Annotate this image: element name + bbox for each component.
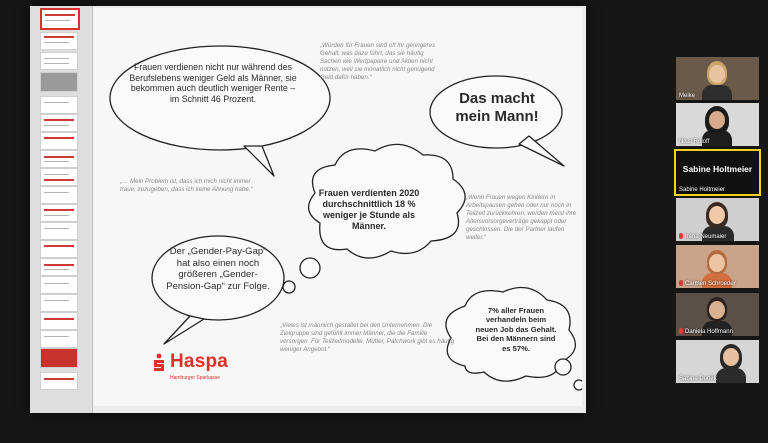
slide-thumbnail[interactable] xyxy=(40,330,78,348)
haspa-logo-text: Haspa xyxy=(170,351,229,372)
participant-tile-daniela-hoffmann[interactable] xyxy=(676,293,759,336)
participant-name: Meike xyxy=(679,93,696,99)
quote-securities: „Würden für Frauen sind oft ihr geringeres Gehalt, was dazu führt, das sie häufig Sachen wie Wertpapiere und Aktien nicht nutzen, weil sie monatlich nicht genügend Geld dafür haben.“ xyxy=(320,42,436,82)
quote-male-design: „Vieles ist männlich gestaltet bei den Unternehmen. Die Zielgruppe sind gefühlt immer Männer, die die Familie versorgen. Für Teilzeitmodelle, Mütter, Patchwork gibt es häufig weniger Angebot.“ xyxy=(280,322,455,354)
presentation-slide xyxy=(94,8,582,406)
slide-thumbnail[interactable] xyxy=(40,276,78,294)
slide-thumbnail[interactable] xyxy=(40,222,78,240)
slide-thumbnail[interactable] xyxy=(40,132,78,150)
slide-thumbnail[interactable] xyxy=(40,114,78,132)
participant-name: Sabine Holtmeier xyxy=(679,187,726,193)
slide-thumbnail[interactable] xyxy=(40,32,78,50)
participant-tile-sabine-holtmeier[interactable] xyxy=(676,151,759,194)
slide-thumbnail[interactable] xyxy=(40,150,78,168)
participant-name: Carmen Schroeder xyxy=(685,281,736,287)
slide-thumbnail[interactable] xyxy=(40,96,78,114)
bubble-husband: Das macht mein Mann! xyxy=(455,90,539,125)
muted-mic-icon xyxy=(679,280,683,286)
participant-tile-irena-neumaier[interactable] xyxy=(676,198,759,241)
haspa-logo-subtitle: Hamburger Sparkasse xyxy=(170,375,221,381)
slide-thumbnail[interactable] xyxy=(40,294,78,312)
slide-thumbnail[interactable] xyxy=(40,168,78,186)
slide-thumbnail[interactable] xyxy=(40,186,78,204)
participant-name: Irena Neumaier xyxy=(685,234,727,240)
participant-name: Sabine Dudek xyxy=(679,376,717,382)
slide-thumbnail[interactable] xyxy=(40,372,78,390)
slide-thumbnail[interactable] xyxy=(40,258,78,276)
haspa-logo-icon xyxy=(152,353,166,371)
slide-thumbnail[interactable] xyxy=(40,312,78,330)
quote-part-time: „Wenn Frauen wegen Kindern in Arbeitspausen gehen oder nur noch in Teilzeit zurückkehren, werden meist ihre Altersvorsorgeverträge gekappt oder geschlossen. Die der Partner laufen weiter.“ xyxy=(466,194,577,242)
bubble-pension-gap: Frauen verdienen nicht nur während des Berufslebens weniger Geld als Männer, sie bekommen auch deutlich weniger Rente – im Schnitt 46 Prozent. xyxy=(129,62,297,105)
slide-thumbnail[interactable] xyxy=(40,240,78,258)
participant-tile-sabine-dudek[interactable] xyxy=(676,340,759,383)
slide-thumbnail[interactable] xyxy=(40,52,78,70)
participant-name: Daniela Hoffmann xyxy=(685,329,733,335)
participant-tile-meike[interactable] xyxy=(676,57,759,100)
bubble-gender-pension-gap: Der „Gender-Pay-Gap“ hat also einen noch größeren „Gender-Pension-Gap“ zur Folge. xyxy=(166,246,270,292)
slide-thumbnail[interactable] xyxy=(40,348,78,368)
shared-screen xyxy=(30,6,586,413)
bubble-pay-gap-2020: Frauen verdienten 2020 durchschnittlich 18 % weniger je Stunde als Männer. xyxy=(318,188,420,231)
slide-thumbnail[interactable] xyxy=(40,72,78,92)
quote-confidence: „… Mein Problem ist, dass ich mich nicht immer traue, zuzugeben, dass ich keine Ahnung habe.“ xyxy=(120,178,253,194)
bubble-negotiation: 7% aller Frauen verhandeln beim neuen Job das Gehalt. Bei den Männern sind es 57%. xyxy=(475,306,557,353)
slide-thumbnail-panel[interactable] xyxy=(30,6,93,413)
participant-name: Nissi Roloff xyxy=(679,139,710,145)
slide-thumbnail[interactable] xyxy=(40,8,80,30)
muted-mic-icon xyxy=(679,328,683,334)
participant-tile-nissi-roloff[interactable] xyxy=(676,103,759,146)
participant-tile-carmen-schroeder[interactable] xyxy=(676,245,759,288)
active-speaker-name: Sabine Holtmeier xyxy=(682,164,753,174)
slide-thumbnail[interactable] xyxy=(40,204,78,222)
muted-mic-icon xyxy=(679,233,683,239)
